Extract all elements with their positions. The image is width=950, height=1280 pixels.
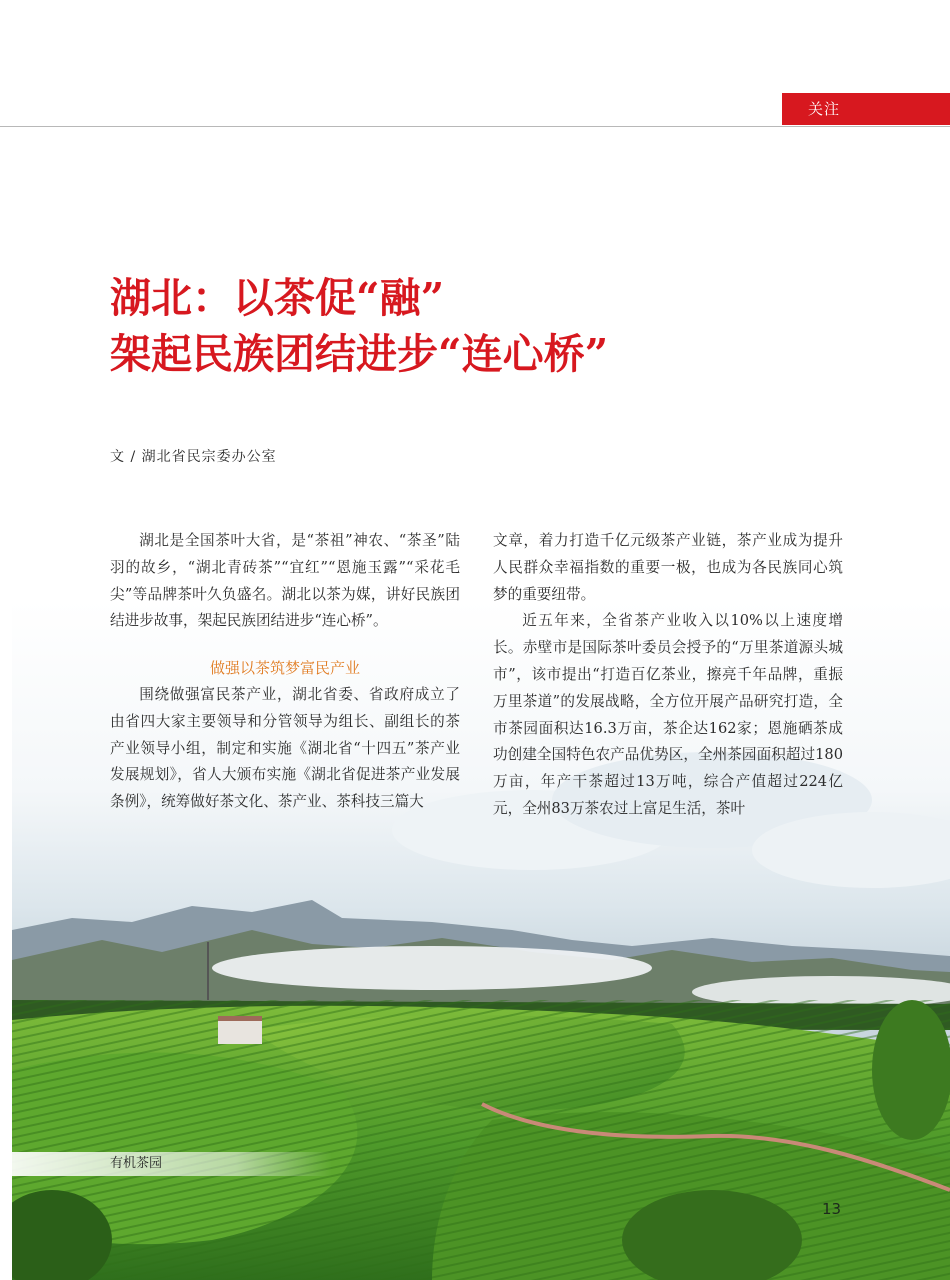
photo-caption: 有机茶园 bbox=[12, 1152, 332, 1176]
page-number: 13 bbox=[822, 1200, 842, 1218]
section-tab: 关注 bbox=[782, 93, 950, 125]
paragraph: 近五年来，全省茶产业收入以10%以上速度增长。赤壁市是国际茶叶委员会授予的“万里茶道源头城市”，该市提出“打造百亿茶业，擦亮千年品牌，重振万里茶道”的发展战略，全方位开展产品研究打造，全市茶园面积达16.3万亩，茶企达162家；恩施硒茶成功创建全国特色农产品优势区，全州茶园面积超过180万亩，年产干茶超过13万吨，综合产值超过224亿元，全州83万茶农过上富足生活，茶叶 bbox=[493, 612, 843, 817]
paragraph: 湖北是全国茶叶大省，是“茶祖”神农、“茶圣”陆羽的故乡，“湖北青砖茶”“宜红”“恩施玉露”“采花毛尖”等品牌茶叶久负盛名。湖北以茶为媒，讲好民族团结进步故事，架起民族团结进步“连心桥”。 bbox=[110, 532, 460, 630]
left-column bbox=[110, 528, 460, 816]
article-title bbox=[110, 270, 810, 382]
byline: 文 / 湖北省民宗委办公室 bbox=[110, 449, 277, 465]
header-rule bbox=[0, 126, 950, 127]
section-subhead: 做强以茶筑梦富民产业 bbox=[209, 659, 360, 678]
paragraph: 文章，着力打造千亿元级茶产业链，茶产业成为提升人民群众幸福指数的重要一极，也成为各民族同心筑梦的重要纽带。 bbox=[493, 532, 843, 603]
right-column bbox=[493, 528, 843, 823]
title-line-2: 架起民族团结进步“连心桥” bbox=[110, 330, 609, 378]
paragraph: 围绕做强富民茶产业，湖北省委、省政府成立了由省四大家主要领导和分管领导为组长、副组长的茶产业领导小组，制定和实施《湖北省“十四五”茶产业发展规划》，省人大颁布实施《湖北省促进茶产业发展条例》，统筹做好茶文化、茶产业、茶科技三篇大 bbox=[110, 685, 460, 811]
title-line-1: 湖北：以茶促“融” bbox=[110, 274, 445, 322]
